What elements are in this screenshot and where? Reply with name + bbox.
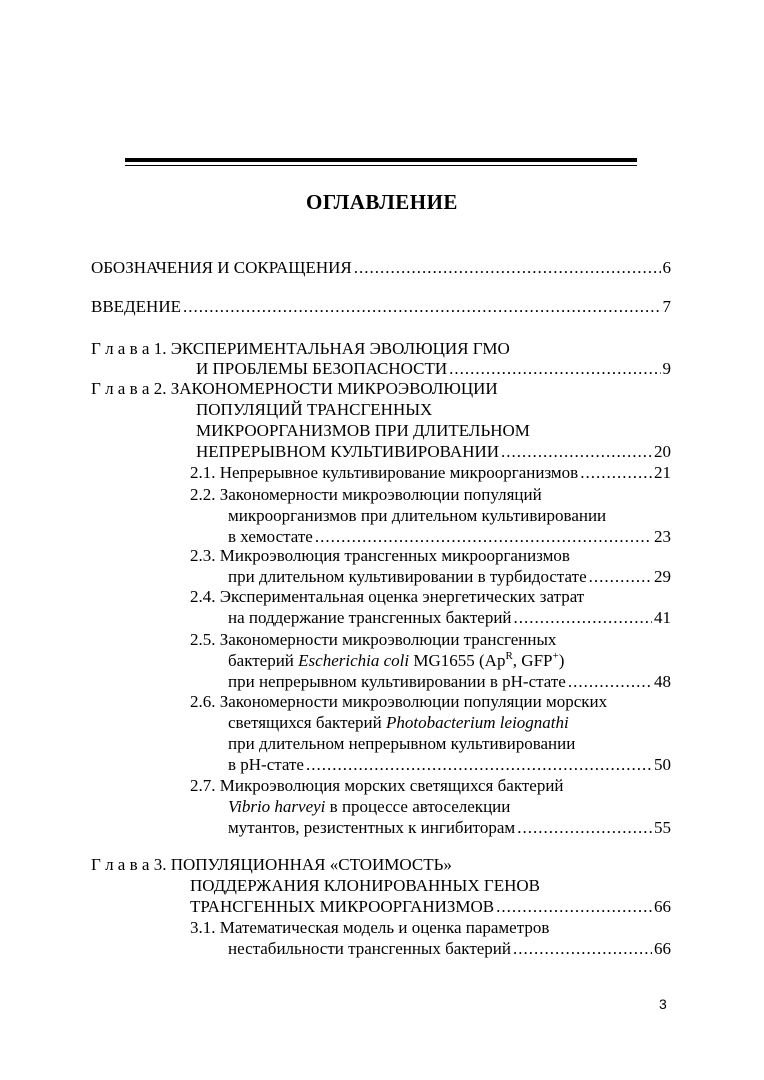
dot-leader xyxy=(449,359,660,379)
toc-page-number: 41 xyxy=(654,608,671,627)
text-fragment: в процессе автоселекции xyxy=(325,797,511,816)
dot-leader xyxy=(580,463,652,483)
text-fragment: , GFP xyxy=(512,651,553,670)
chapter-3-heading[interactable] xyxy=(91,855,452,875)
chapter-word: Г л а в а xyxy=(91,855,150,874)
chapter-title-line: ПОДДЕРЖАНИЯ КЛОНИРОВАННЫХ ГЕНОВ xyxy=(190,876,540,895)
dot-leader xyxy=(306,755,652,775)
dot-leader xyxy=(589,567,652,587)
toc-page-number: 23 xyxy=(654,527,671,546)
chapter-word: Г л а в а xyxy=(91,379,150,398)
section-2-2-title[interactable]: 2.2. Закономерности микроэволюции популяций xyxy=(190,485,542,504)
toc-entry-section-2-7[interactable] xyxy=(228,818,671,838)
chapter-title-line: ЭКСПЕРИМЕНТАЛЬНАЯ ЭВОЛЮЦИЯ ГМО xyxy=(170,339,510,358)
toc-entry-section-2-3[interactable] xyxy=(228,567,671,587)
page-number: 3 xyxy=(659,996,667,1012)
toc-entry-label: мутантов, резистентных к ингибиторам xyxy=(228,818,516,837)
toc-entry-label: И ПРОБЛЕМЫ БЕЗОПАСНОСТИ xyxy=(196,359,448,378)
chapter-2-heading[interactable] xyxy=(91,379,498,399)
text-fragment: MG1655 (Ap xyxy=(409,651,506,670)
chapter-title-line: ПОПУЛЯЦИЙ ТРАНСГЕННЫХ xyxy=(196,400,433,419)
text-fragment: ) xyxy=(558,651,565,670)
chapter-number: 3. xyxy=(153,855,167,874)
toc-page-number: 66 xyxy=(654,939,671,958)
dot-leader xyxy=(496,897,652,917)
toc-entry-label: нестабильности трансгенных бактерий xyxy=(228,939,512,958)
header-rule-thick xyxy=(125,158,637,162)
section-3-1-title[interactable]: 3.1. Математическая модель и оценка параметров xyxy=(190,918,550,937)
toc-page-number: 48 xyxy=(654,672,671,691)
toc-entry-label: в pH-стате xyxy=(228,755,304,774)
toc-entry-label: в хемостате xyxy=(228,527,313,546)
toc-page-number: 7 xyxy=(662,297,671,316)
toc-entry-label: при непрерывном культивировании в pH-стате xyxy=(228,672,566,691)
superscript: R xyxy=(505,650,513,662)
dot-leader xyxy=(514,608,652,628)
toc-entry-chapter-2[interactable] xyxy=(196,442,671,462)
chapter-number: 2. xyxy=(153,379,167,398)
toc-entry-label: ОБОЗНАЧЕНИЯ И СОКРАЩЕНИЯ xyxy=(91,258,352,277)
toc-entry-section-2-2[interactable] xyxy=(228,527,671,547)
section-title-line xyxy=(228,797,510,817)
chapter-title-line: МИКРООРГАНИЗМОВ ПРИ ДЛИТЕЛЬНОМ xyxy=(196,421,530,440)
dot-leader xyxy=(568,672,652,692)
toc-entry-section-2-4[interactable] xyxy=(228,608,671,628)
toc-page-number: 21 xyxy=(654,463,671,482)
section-2-7-title[interactable]: 2.7. Микроэволюция морских светящихся бактерий xyxy=(190,776,564,795)
toc-page-number: 9 xyxy=(662,359,671,378)
toc-entry-abbreviations[interactable] xyxy=(91,258,671,278)
toc-entry-label: при длительном культивировании в турбидостате xyxy=(228,567,587,586)
dot-leader xyxy=(315,527,652,547)
toc-page-number: 6 xyxy=(662,258,671,277)
dot-leader xyxy=(354,258,661,278)
toc-entry-section-2-1[interactable] xyxy=(190,463,671,483)
section-2-5-title[interactable]: 2.5. Закономерности микроэволюции трансгенных xyxy=(190,630,557,649)
toc-entry-section-2-5[interactable] xyxy=(228,672,671,692)
page-title: ОГЛАВЛЕНИЕ xyxy=(306,190,458,214)
dot-leader xyxy=(513,939,652,959)
toc-entry-chapter-3[interactable] xyxy=(190,897,671,917)
section-2-4-title[interactable]: 2.4. Экспериментальная оценка энергетических затрат xyxy=(190,587,585,606)
chapter-1-heading[interactable] xyxy=(91,339,510,359)
toc-entry-introduction[interactable] xyxy=(91,297,671,317)
section-title-line: микроорганизмов при длительном культивировании xyxy=(228,506,607,525)
section-title-line xyxy=(228,713,569,733)
toc-entry-section-3-1[interactable] xyxy=(228,939,671,959)
section-title-line xyxy=(228,651,564,671)
species-name: Escherichia coli xyxy=(298,651,410,670)
section-title-line: при длительном непрерывном культивировании xyxy=(228,734,576,753)
toc-entry-label: ТРАНСГЕННЫХ МИКРООРГАНИЗМОВ xyxy=(190,897,495,916)
dot-leader xyxy=(501,442,652,462)
species-name: Vibrio harveyi xyxy=(228,797,326,816)
toc-entry-chapter-1[interactable] xyxy=(196,359,671,379)
toc-entry-section-2-6[interactable] xyxy=(228,755,671,775)
chapter-title-line: ПОПУЛЯЦИОННАЯ «СТОИМОСТЬ» xyxy=(170,855,452,874)
toc-entry-label: 2.1. Непрерывное культивирование микроорганизмов xyxy=(190,463,579,482)
toc-page-number: 29 xyxy=(654,567,671,586)
section-2-3-title[interactable]: 2.3. Микроэволюция трансгенных микроорганизмов xyxy=(190,546,570,565)
toc-entry-label: на поддержание трансгенных бактерий xyxy=(228,608,512,627)
chapter-number: 1. xyxy=(153,339,167,358)
header-rule-thin xyxy=(125,165,637,166)
toc-entry-label: НЕПРЕРЫВНОМ КУЛЬТИВИРОВАНИИ xyxy=(196,442,500,461)
toc-page-number: 66 xyxy=(654,897,671,916)
species-name: Photobacterium leiognathi xyxy=(386,713,569,732)
chapter-word: Г л а в а xyxy=(91,339,150,358)
toc-page-number: 50 xyxy=(654,755,671,774)
text-fragment: светящихся бактерий xyxy=(228,713,387,732)
chapter-title-line: ЗАКОНОМЕРНОСТИ МИКРОЭВОЛЮЦИИ xyxy=(170,379,498,398)
toc-entry-label: ВВЕДЕНИЕ xyxy=(91,297,181,316)
dot-leader xyxy=(517,818,652,838)
toc-page-number: 20 xyxy=(654,442,671,461)
dot-leader xyxy=(183,297,661,317)
superscript: + xyxy=(552,650,559,662)
toc-page-number: 55 xyxy=(654,818,671,837)
text-fragment: бактерий xyxy=(228,651,299,670)
section-2-6-title[interactable]: 2.6. Закономерности микроэволюции популяции морских xyxy=(190,692,608,711)
